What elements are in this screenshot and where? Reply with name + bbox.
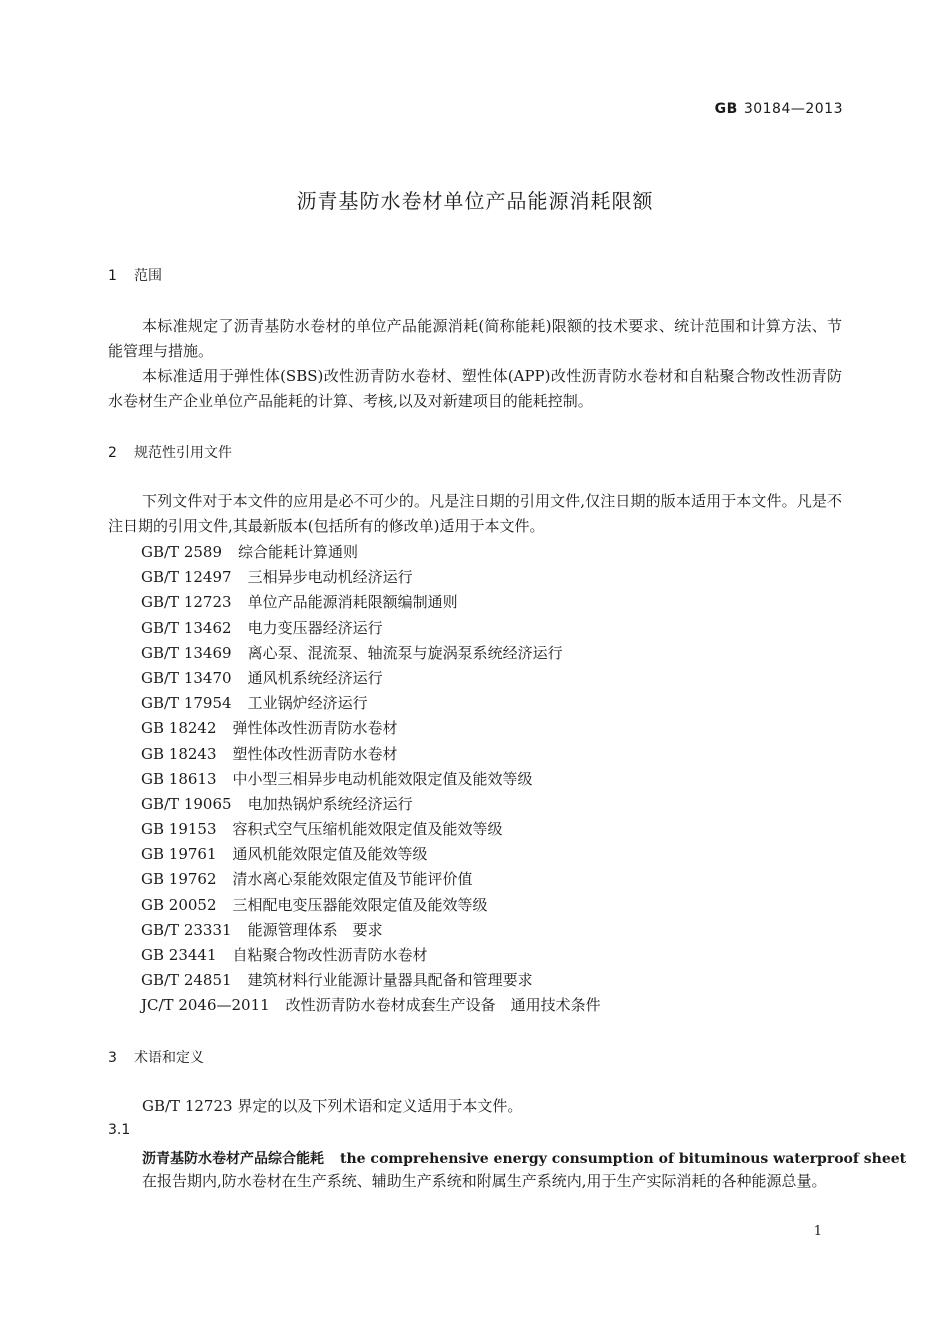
section-heading-references: 2 规范性引用文件	[108, 445, 232, 461]
reference-item: GB 23441 自粘聚合物改性沥青防水卷材	[141, 946, 428, 964]
reference-item: GB 20052 三相配电变压器能效限定值及能效等级	[141, 895, 488, 914]
reference-item: GB/T 13469 离心泵、混流泵、轴流泵与旋涡泵系统经济运行	[141, 643, 563, 662]
reference-item: GB/T 17954 工业锅炉经济运行	[141, 694, 368, 713]
section-heading-terms: 3 术语和定义	[108, 1050, 204, 1066]
reference-item: GB 18243 塑性体改性沥青防水卷材	[141, 744, 398, 763]
reference-item: JC/T 2046—2011 改性沥青防水卷材成套生产设备 通用技术条件	[141, 996, 601, 1015]
reference-item: GB 18242 弹性体改性沥青防水卷材	[141, 719, 398, 738]
reference-item: GB/T 2589 综合能耗计算通则	[141, 543, 359, 561]
standard-code: 30184—2013	[743, 101, 843, 117]
term-english: the comprehensive energy consumption of bituminous waterproof sheet	[340, 1151, 907, 1167]
reference-item: GB/T 24851 建筑材料行业能源计量器具配备和管理要求	[141, 971, 533, 990]
reference-item: GB/T 13470 通风机系统经济运行	[141, 668, 383, 687]
term-chinese: 沥青基防水卷材产品综合能耗	[142, 1151, 324, 1167]
references-intro: 下列文件对于本文件的应用是必不可少的。凡是注日期的引用文件,仅注日期的版本适用于本文件。凡是不注日期的引用文件,其最新版本(包括所有的修改单)适用于本文件。	[108, 492, 842, 535]
standard-prefix: GB	[714, 101, 738, 117]
reference-item: GB/T 19065 电加热锅炉系统经济运行	[141, 794, 413, 813]
reference-item: GB 18613 中小型三相异步电动机能效限定值及能效等级	[141, 769, 533, 788]
standard-number	[715, 101, 843, 117]
scope-paragraph-1: 本标准规定了沥青基防水卷材的单位产品能源消耗(简称能耗)限额的技术要求、统计范围和计算方法、节能管理与措施。	[108, 317, 842, 360]
reference-item: GB 19761 通风机能效限定值及能效等级	[141, 845, 428, 864]
terms-intro: GB/T 12723 界定的以及下列术语和定义适用于本文件。	[142, 1097, 523, 1115]
reference-list	[141, 540, 601, 1019]
page-number: 1	[813, 1224, 822, 1239]
reference-item: GB/T 12723 单位产品能源消耗限额编制通则	[141, 593, 458, 612]
term-heading	[142, 1148, 906, 1168]
reference-item: GB/T 13462 电力变压器经济运行	[141, 618, 383, 637]
scope-paragraph-2: 本标准适用于弹性体(SBS)改性沥青防水卷材、塑性体(APP)改性沥青防水卷材和自粘聚合物改性沥青防水卷材生产企业单位产品能耗的计算、考核,以及对新建项目的能耗控制。	[108, 367, 842, 410]
reference-item: GB 19762 清水离心泵能效限定值及节能评价值	[141, 870, 473, 889]
reference-item: GB/T 12497 三相异步电动机经济运行	[141, 568, 413, 587]
reference-item: GB/T 23331 能源管理体系 要求	[141, 920, 383, 939]
document-title: 沥青基防水卷材单位产品能源消耗限额	[296, 189, 654, 213]
section-heading-scope: 1 范围	[108, 268, 162, 284]
term-number: 3.1	[108, 1122, 131, 1138]
term-definition: 在报告期内,防水卷材在生产系统、辅助生产系统和附属生产系统内,用于生产实际消耗的各种能源总量。	[142, 1172, 827, 1190]
reference-item: GB 19153 容积式空气压缩机能效限定值及能效等级	[141, 820, 503, 839]
